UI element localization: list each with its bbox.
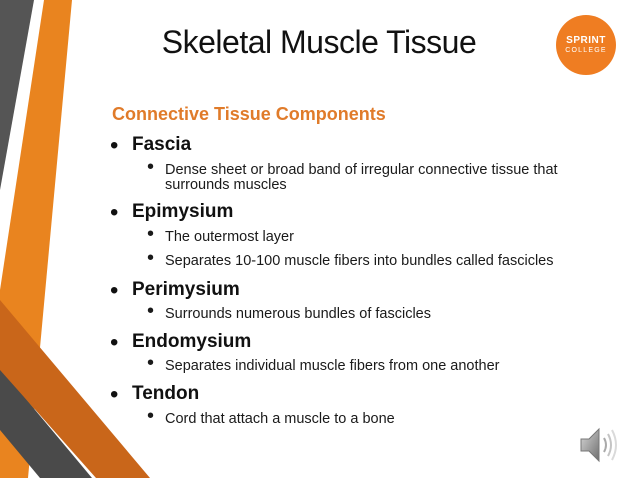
bullet-icon: • (147, 223, 155, 245)
sub-item-text: Separates 10-100 muscle fibers into bundles called fascicles (165, 253, 554, 269)
sub-item-text: The outermost layer (165, 229, 294, 245)
logo-line2: COLLEGE (565, 47, 607, 54)
bullet-icon: • (110, 277, 119, 304)
bullet-icon: • (110, 381, 119, 408)
item-label: Epimysium (132, 201, 234, 222)
slide-title: Skeletal Muscle Tissue (161, 24, 477, 60)
sub-item-text: Cord that attach a muscle to a bone (165, 411, 395, 427)
item-label: Perimysium (132, 279, 240, 300)
sub-item-text: Dense sheet or broad band of irregular connective tissue that surrounds muscles (165, 162, 558, 193)
bullet-icon: • (110, 329, 119, 356)
item-label: Endomysium (132, 331, 252, 352)
bullet-icon: • (147, 352, 155, 374)
sprint-college-logo-icon (556, 15, 616, 75)
bullet-icon: • (147, 156, 155, 178)
bullet-icon: • (147, 405, 155, 427)
bullet-icon: • (147, 247, 155, 269)
bullet-icon: • (147, 300, 155, 322)
item-label: Fascia (132, 134, 192, 155)
speaker-icon[interactable] (578, 424, 620, 466)
section-subheading: Connective Tissue Components (112, 104, 386, 124)
bullet-icon: • (110, 199, 119, 226)
item-label: Tendon (132, 383, 200, 404)
sub-item-text: Surrounds numerous bundles of fascicles (165, 306, 431, 322)
sub-item-text: Separates individual muscle fibers from one another (165, 358, 500, 374)
logo-line1: SPRINT (566, 35, 606, 46)
bullet-icon: • (110, 132, 119, 159)
